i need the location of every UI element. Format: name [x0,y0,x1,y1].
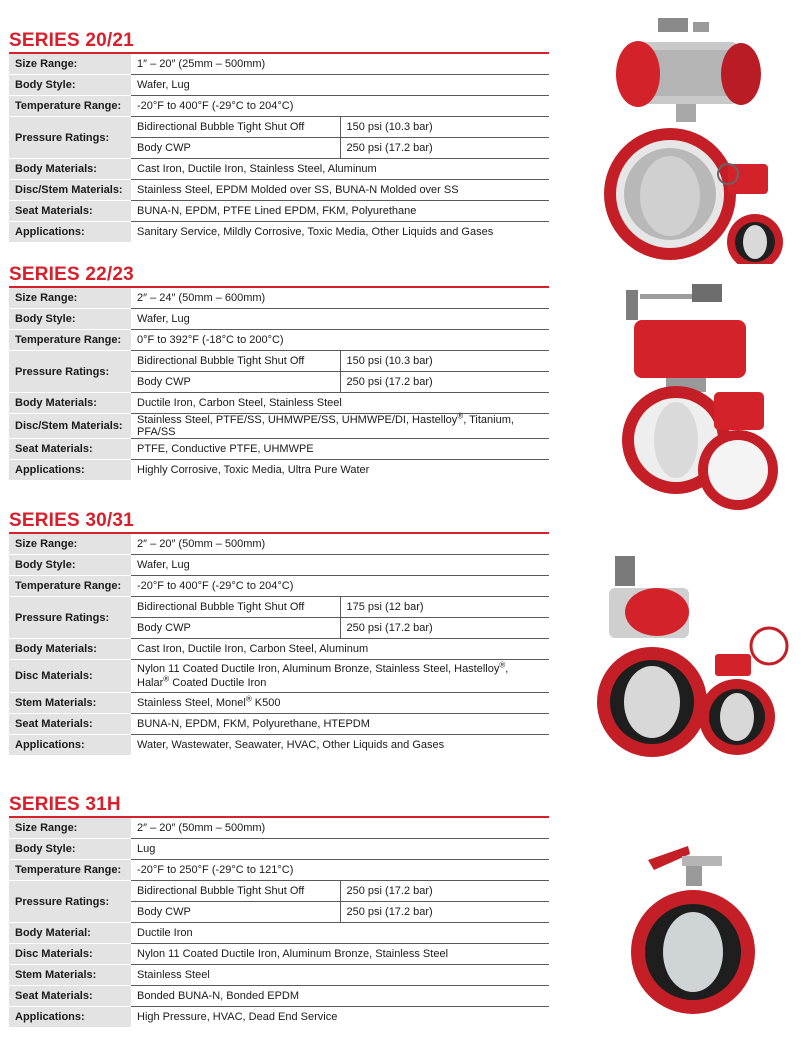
value-part: Nylon 11 Coated Ductile Iron, Aluminum Bronze, Stainless Steel, Hastelloy [137,663,500,675]
row-label: Body Materials: [9,393,131,414]
row-label: Body Style: [9,309,131,330]
row-value: Bonded BUNA-N, Bonded EPDM [131,986,549,1007]
table-row [9,986,549,1007]
row-label: Body Materials: [9,159,131,180]
spec-table [9,818,549,1027]
table-row [9,393,549,414]
row-label: Pressure Ratings: [9,117,131,159]
row-label: Seat Materials: [9,714,131,735]
registered-mark: ® [499,660,506,670]
table-row [9,117,549,138]
table-row [9,714,549,735]
pressure-label: Body CWP [131,138,340,159]
series-title: SERIES 20/21 [9,30,134,51]
valve-photo-series-20-21 [598,14,798,264]
row-label: Disc Materials: [9,944,131,965]
row-value: High Pressure, HVAC, Dead End Service [137,1011,338,1023]
row-value: 2″ – 20″ (50mm – 500mm) [131,534,549,555]
row-value: Wafer, Lug [131,75,549,96]
value-part: Halar [137,677,164,689]
pressure-value: 150 psi (10.3 bar) [340,351,549,372]
row-value [131,660,549,693]
table-row [9,414,549,439]
pressure-value: 150 psi (10.3 bar) [340,117,549,138]
table-row [9,576,549,597]
row-label: Body Style: [9,75,131,96]
row-value: Sanitary Service, Mildly Corrosive, Toxic Media, Other Liquids and Gases [137,226,494,238]
row-label: Size Range: [9,288,131,309]
valve-photo-series-31h [628,842,758,1027]
table-row [9,460,549,481]
table-row [9,54,549,75]
row-value: 2″ – 20″ (50mm – 500mm) [131,818,549,839]
spec-table [9,54,549,242]
table-row [9,96,549,117]
table-row [9,944,549,965]
row-value: Wafer, Lug [131,555,549,576]
row-value: Wafer, Lug [131,309,549,330]
table-row [9,639,549,660]
row-label: Body Materials: [9,639,131,660]
row-value: BUNA-N, EPDM, PTFE Lined EPDM, FKM, Polyurethane [131,201,549,222]
table-row [9,881,549,902]
pressure-label: Bidirectional Bubble Tight Shut Off [131,597,340,618]
table-row [9,288,549,309]
pressure-value: 250 psi (17.2 bar) [340,902,549,923]
value-part: , Titanium, PFA/SS [137,414,514,438]
pressure-value: 250 psi (17.2 bar) [340,138,549,159]
row-label: Temperature Range: [9,576,131,597]
value-part: Stainless Steel, PTFE/SS, UHMWPE/SS, UHMWPE/DI, Hastelloy [137,414,458,426]
row-label: Body Style: [9,555,131,576]
row-label: Applications: [9,735,131,756]
value-part: Stainless Steel, Monel [137,697,246,709]
valve-photo-series-22-23 [612,280,802,525]
table-row [9,439,549,460]
table-row [9,351,549,372]
row-label: Pressure Ratings: [9,351,131,393]
table-row [9,860,549,881]
row-label: Stem Materials: [9,965,131,986]
table-row [9,818,549,839]
table-row [9,660,549,693]
registered-mark: ® [245,694,252,704]
value-part: K500 [251,697,281,709]
row-label: Temperature Range: [9,96,131,117]
row-value: Stainless Steel, EPDM Molded over SS, BUNA-N Molded over SS [131,180,549,201]
table-row [9,555,549,576]
row-value: Ductile Iron [131,923,549,944]
table-row [9,965,549,986]
row-label: Pressure Ratings: [9,881,131,923]
row-value: PTFE, Conductive PTFE, UHMWPE [131,439,549,460]
spec-table [9,288,549,480]
pressure-value: 250 psi (17.2 bar) [340,372,549,393]
section-series-20-21 [9,31,549,242]
row-value: Cast Iron, Ductile Iron, Carbon Steel, Aluminum [131,639,549,660]
table-row [9,180,549,201]
series-title: SERIES 30/31 [9,510,134,531]
table-row [9,839,549,860]
table-row [9,923,549,944]
row-label: Body Material: [9,923,131,944]
row-label: Seat Materials: [9,439,131,460]
row-value: 1″ – 20″ (25mm – 500mm) [131,54,549,75]
series-title: SERIES 31H [9,794,121,815]
pressure-label: Body CWP [131,902,340,923]
valve-photo-series-30-31 [597,552,792,762]
row-label: Temperature Range: [9,330,131,351]
row-label: Pressure Ratings: [9,597,131,639]
table-row [9,75,549,96]
row-label: Disc/Stem Materials: [9,180,131,201]
pressure-value: 250 psi (17.2 bar) [340,881,549,902]
row-value: 2″ – 24″ (50mm – 600mm) [131,288,549,309]
row-value: BUNA-N, EPDM, FKM, Polyurethane, HTEPDM [131,714,549,735]
pressure-label: Body CWP [131,618,340,639]
row-value: Ductile Iron, Carbon Steel, Stainless Steel [131,393,549,414]
row-value: -20°F to 400°F (-29°C to 204°C) [131,576,549,597]
pressure-label: Bidirectional Bubble Tight Shut Off [131,881,340,902]
row-value: 0°F to 392°F (-18°C to 200°C) [131,330,549,351]
row-label: Applications: [9,460,131,481]
row-value: Nylon 11 Coated Ductile Iron, Aluminum Bronze, Stainless Steel [131,944,549,965]
row-value: Stainless Steel [131,965,549,986]
row-label: Stem Materials: [9,693,131,714]
table-row [9,597,549,618]
table-row [9,159,549,180]
row-label: Size Range: [9,54,131,75]
table-row [9,693,549,714]
table-row [9,735,549,756]
row-value: -20°F to 400°F (-29°C to 204°C) [131,96,549,117]
row-label: Seat Materials: [9,201,131,222]
section-series-31h [9,795,549,1027]
registered-mark: ® [457,411,464,421]
row-label: Seat Materials: [9,986,131,1007]
row-value: Cast Iron, Ductile Iron, Stainless Steel, Aluminum [131,159,549,180]
table-row [9,330,549,351]
row-value [131,693,549,714]
spec-table [9,534,549,755]
row-value: Water, Wastewater, Seawater, HVAC, Other Liquids and Gases [137,739,445,751]
section-series-30-31 [9,511,549,755]
pressure-label: Bidirectional Bubble Tight Shut Off [131,117,340,138]
row-label: Applications: [9,222,131,243]
row-label: Disc/Stem Materials: [9,414,131,439]
table-row [9,222,549,243]
section-series-22-23 [9,265,549,480]
row-label: Size Range: [9,534,131,555]
row-label: Size Range: [9,818,131,839]
pressure-label: Body CWP [131,372,340,393]
row-label: Disc Materials: [9,660,131,693]
value-part: , [505,663,509,675]
row-label: Body Style: [9,839,131,860]
table-row [9,201,549,222]
series-title: SERIES 22/23 [9,264,134,285]
table-row [9,309,549,330]
row-value [131,411,549,439]
row-value: Highly Corrosive, Toxic Media, Ultra Pure Water [137,464,370,476]
table-row [9,534,549,555]
registered-mark: ® [163,674,170,684]
row-label: Temperature Range: [9,860,131,881]
row-value: -20°F to 250°F (-29°C to 121°C) [131,860,549,881]
pressure-value: 175 psi (12 bar) [340,597,549,618]
table-row [9,1007,549,1028]
row-value: Lug [131,839,549,860]
pressure-label: Bidirectional Bubble Tight Shut Off [131,351,340,372]
value-part: Coated Ductile Iron [169,677,267,689]
pressure-value: 250 psi (17.2 bar) [340,618,549,639]
row-label: Applications: [9,1007,131,1028]
